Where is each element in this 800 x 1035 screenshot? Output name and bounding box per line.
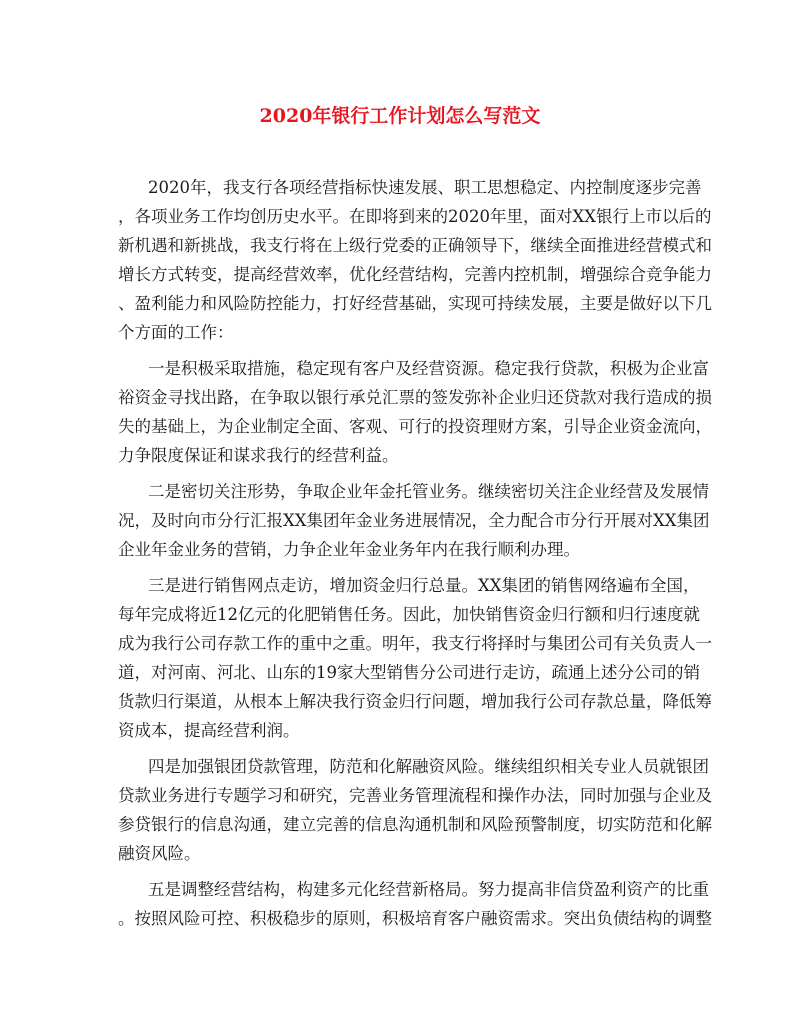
- paragraph-line: 一是积极采取措施，稳定现有客户及经营资源。稳定我行贷款，积极为企业富: [148, 359, 709, 378]
- paragraph-line: 五是调整经营结构，构建多元化经营新格局。努力提高非信贷盈利资产的比重: [148, 880, 709, 899]
- paragraph-line: 参贷银行的信息沟通，建立完善的信息沟通机制和风险预警制度，切实防范和化解: [118, 815, 712, 834]
- paragraph-line: 资成本，提高经营利润。: [118, 721, 300, 740]
- paragraph-line: 。按照风险可控、积极稳步的原则，积极培育客户融资需求。突出负债结构的调整: [118, 909, 712, 928]
- paragraph-line: 裕资金寻找出路，在争取以银行承兑汇票的签发弥补企业归还贷款对我行造成的损: [118, 388, 712, 407]
- paragraph-line: 企业年金业务的营销，力争企业年金业务年内在我行顺利办理。: [118, 540, 580, 559]
- paragraph-line: 个方面的工作：: [118, 323, 234, 342]
- paragraph-line: 失的基础上，为企业制定全面、客观、可行的投资理财方案，引导企业资金流向，: [118, 417, 712, 436]
- paragraph-line: 二是密切关注形势，争取企业年金托管业务。继续密切关注企业经营及发展情: [148, 482, 709, 501]
- paragraph-line: 新机遇和新挑战，我支行将在上级行党委的正确领导下，继续全面推进经营模式和: [118, 236, 712, 255]
- document-title: 2020年银行工作计划怎么写范文: [259, 105, 541, 127]
- paragraph-line: 成为我行公司存款工作的重中之重。明年，我支行将择时与集团公司有关负责人一: [118, 634, 712, 653]
- paragraph-line: 、盈利能力和风险防控能力，打好经营基础，实现可持续发展，主要是做好以下几: [118, 294, 712, 313]
- paragraph-line: ，各项业务工作均创历史水平。在即将到来的2020年里，面对XX银行上市以后的: [118, 207, 712, 226]
- paragraph-line: 货款归行渠道，从根本上解决我行资金归行问题，增加我行公司存款总量，降低筹: [118, 692, 712, 711]
- paragraph-line: 每年完成将近12亿元的化肥销售任务。因此，加快销售资金归行额和归行速度就: [118, 605, 700, 624]
- paragraph-line: 道，对河南、河北、山东的19家大型销售分公司进行走访，疏通上述分公司的销: [118, 663, 700, 682]
- paragraph-line: 况，及时向市分行汇报XX集团年金业务进展情况，全力配合市分行开展对XX集团: [118, 511, 710, 530]
- paragraph-line: 力争限度保证和谋求我行的经营利益。: [118, 446, 399, 465]
- paragraph-line: 2020年，我支行各项经营指标快速发展、职工思想稳定、内控制度逐步完善: [148, 178, 702, 197]
- paragraph-line: 增长方式转变，提高经营效率，优化经营结构，完善内控机制，增强综合竞争能力: [118, 265, 712, 284]
- paragraph-line: 融资风险。: [118, 844, 201, 863]
- paragraph-line: 贷款业务进行专题学习和研究，完善业务管理流程和操作办法，同时加强与企业及: [118, 786, 712, 805]
- paragraph-line: 四是加强银团贷款管理，防范和化解融资风险。继续组织相关专业人员就银团: [148, 757, 709, 776]
- paragraph-line: 三是进行销售网点走访，增加资金归行总量。XX集团的销售网络遍布全国，: [148, 576, 700, 595]
